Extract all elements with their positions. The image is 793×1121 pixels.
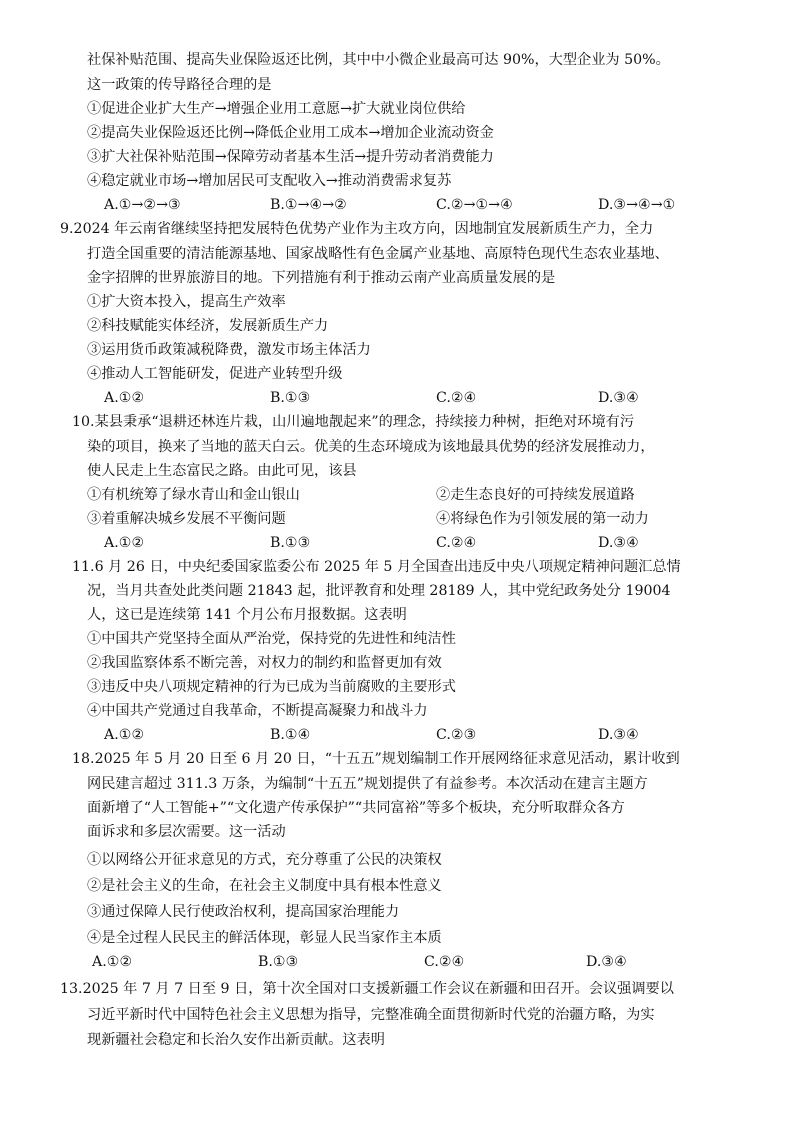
q8-choice-a: A.①→②→③ — [104, 197, 181, 213]
q11-option-3: ③违反中央八项规定精神的行为已成为当前腐败的主要形式 — [87, 679, 456, 695]
q9-stem-line-3: 金字招牌的世界旅游目的地。下列措施有利于推动云南产业高质量发展的是 — [87, 270, 556, 286]
q18-option-3: ③通过保障人民行使政治权利，提高国家治理能力 — [87, 904, 400, 920]
q8-option-4: ④稳定就业市场→增加居民可支配收入→推动消费需求复苏 — [87, 173, 452, 189]
q9-option-2: ②科技赋能实体经济，发展新质生产力 — [87, 318, 329, 334]
q10-choice-a: A.①② — [104, 535, 145, 551]
q11-choice-c: C.②③ — [436, 727, 477, 743]
q11-option-1: ①中国共产党坚持全面从严治党，保持党的先进性和纯洁性 — [87, 631, 456, 647]
q11-option-4: ④中国共产党通过自我革命，不断提高凝聚力和战斗力 — [87, 703, 428, 719]
q10-choice-b: B.①③ — [270, 535, 311, 551]
q18-choice-d: D.③④ — [586, 954, 627, 970]
q8-option-2: ②提高失业保险返还比例→降低企业用工成本→增加企业流动资金 — [87, 125, 494, 141]
q10-stem-line-1: 10.某县秉承“退耕还林连片栽，山川遍地靓起来”的理念，持续接力种树，拒绝对环境有污 — [72, 414, 635, 430]
q8-option-3: ③扩大社保补贴范围→保障劳动者基本生活→提升劳动者消费能力 — [87, 149, 494, 165]
q8-choice-b: B.①→④→② — [270, 197, 347, 213]
q11-choice-b: B.①④ — [270, 727, 311, 743]
q9-option-3: ③运用货币政策减税降费，激发市场主体活力 — [87, 342, 371, 358]
q9-choice-c: C.②④ — [436, 390, 477, 406]
q11-choice-a: A.①② — [104, 727, 145, 743]
q18-choice-b: B.①③ — [258, 954, 299, 970]
q9-choice-a: A.①② — [104, 390, 145, 406]
q10-option-3: ③着重解决城乡发展不平衡问题 — [87, 511, 286, 527]
q8-choice-c: C.②→①→④ — [436, 197, 513, 213]
q13-stem-line-3: 现新疆社会稳定和长治久安作出新贡献。这表明 — [87, 1032, 385, 1048]
q10-stem-line-3: 使人民走上生态富民之路。由此可见，该县 — [87, 463, 357, 479]
q11-stem-line-2: 况，当月共查处此类问题 21843 起，批评教育和处理 28189 人，其中党纪政务处分 19004 — [87, 583, 671, 599]
q13-stem-line-2: 习近平新时代中国特色社会主义思想为指导，完整准确全面贯彻新时代党的治疆方略，为实 — [87, 1007, 655, 1023]
q18-option-2: ②是社会主义的生命，在社会主义制度中具有根本性意义 — [87, 878, 442, 894]
q18-stem-line-3: 面新增了“人工智能+”“文化遗产传承保护”“共同富裕”等多个板块，充分听取群众各方 — [87, 800, 625, 816]
q10-option-2: ②走生态良好的可持续发展道路 — [436, 487, 635, 503]
q11-stem-line-3: 人，这已是连续第 141 个月公布月报数据。这表明 — [87, 607, 407, 623]
q9-choice-b: B.①③ — [270, 390, 311, 406]
q9-stem-line-2: 打造全国重要的清洁能源基地、国家战略性有色金属产业基地、高原特色现代生态农业基地、 — [87, 246, 669, 262]
q10-choice-d: D.③④ — [598, 535, 639, 551]
q8-stem-line-1: 社保补贴范围、提高失业保险返还比例，其中中小微企业最高可达 90%，大型企业为 50%。 — [87, 52, 670, 68]
q8-option-1: ①促进企业扩大生产→增强企业用工意愿→扩大就业岗位供给 — [87, 101, 466, 117]
q18-choice-c: C.②④ — [424, 954, 465, 970]
q10-choice-c: C.②④ — [436, 535, 477, 551]
q8-stem-line-2: 这一政策的传导路径合理的是 — [87, 77, 272, 93]
q13-stem-line-1: 13.2025 年 7 月 7 日至 9 日，第十次全国对口支援新疆工作会议在新疆和田召开。会议强调要以 — [60, 981, 674, 997]
q11-stem-line-1: 11.6 月 26 日，中央纪委国家监委公布 2025 年 5 月全国查出违反中央八项规定精神问题汇总情 — [72, 559, 681, 575]
q9-choice-d: D.③④ — [598, 390, 639, 406]
q8-choice-d: D.③→④→① — [598, 197, 676, 213]
q18-stem-line-4: 面诉求和多层次需要。这一活动 — [87, 824, 286, 840]
q9-option-4: ④推动人工智能研发，促进产业转型升级 — [87, 366, 343, 382]
q10-option-4: ④将绿色作为引领发展的第一动力 — [436, 511, 649, 527]
q10-stem-line-2: 染的项目，换来了当地的蓝天白云。优美的生态环境成为该地最具优势的经济发展推动力， — [87, 439, 655, 455]
q18-stem-line-2: 网民建言超过 311.3 万条，为编制“十五五”规划提供了有益参考。本次活动在建言主题方 — [87, 776, 648, 792]
q18-option-4: ④是全过程人民民主的鲜活体现，彰显人民当家作主本质 — [87, 930, 442, 946]
q18-option-1: ①以网络公开征求意见的方式，充分尊重了公民的决策权 — [87, 852, 442, 868]
q9-stem-line-1: 9.2024 年云南省继续坚持把发展特色优势产业作为主攻方向，因地制宜发展新质生产力，全力 — [60, 221, 654, 237]
q18-choice-a: A.①② — [92, 954, 133, 970]
q11-option-2: ②我国监察体系不断完善，对权力的制约和监督更加有效 — [87, 655, 442, 671]
q11-choice-d: D.③④ — [598, 727, 639, 743]
q9-option-1: ①扩大资本投入，提高生产效率 — [87, 294, 286, 310]
q18-stem-line-1: 18.2025 年 5 月 20 日至 6 月 20 日，“十五五”规划编制工作开展网络征求意见活动，累计收到 — [72, 751, 680, 767]
q10-option-1: ①有机统筹了绿水青山和金山银山 — [87, 487, 300, 503]
